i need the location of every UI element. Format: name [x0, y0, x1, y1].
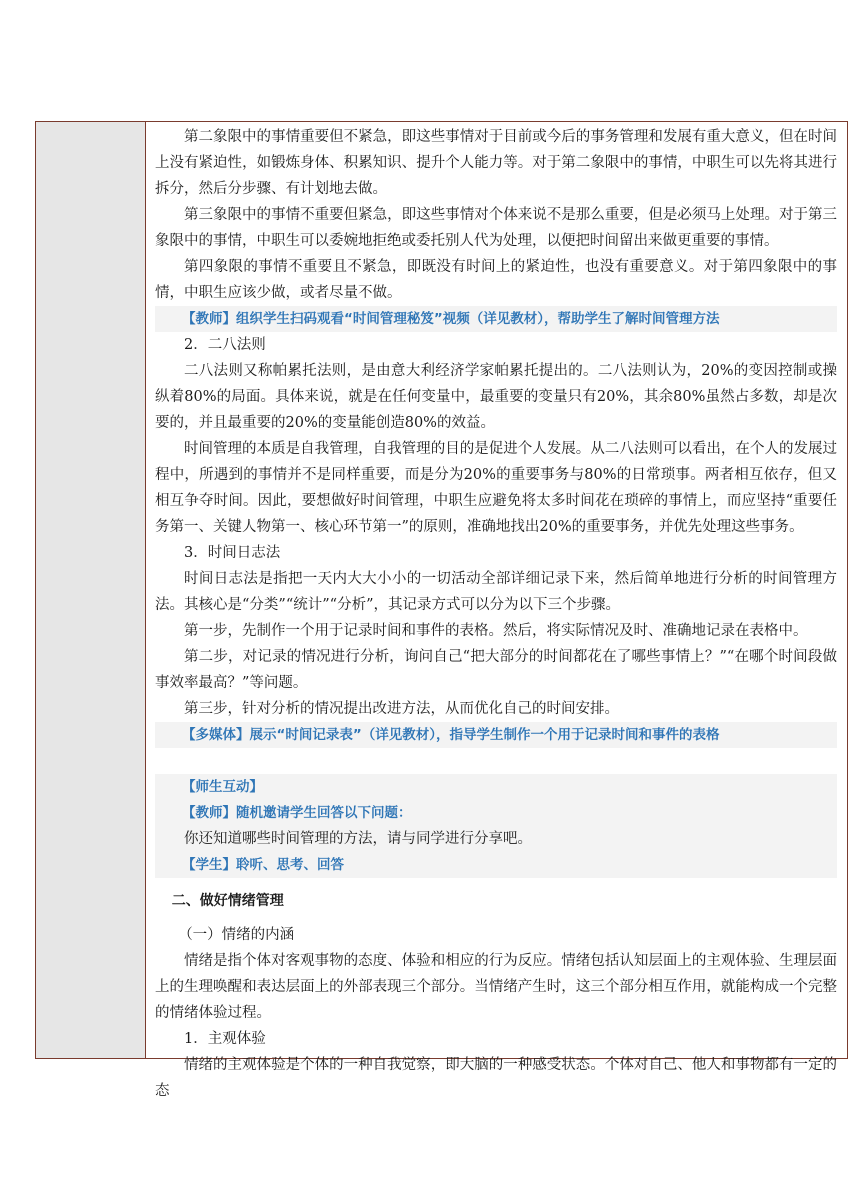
- multimedia-note: 【多媒体】展示“时间记录表”（详见教材），指导学生制作一个用于记录时间和事件的表格: [155, 722, 837, 748]
- section-heading-emotion: 二、做好情绪管理: [171, 893, 284, 909]
- paragraph-emotion: 情绪是指个体对客观事物的态度、体验和相应的行为反应。情绪包括认知层面上的主观体验、生理层面上的生理唤醒和表达层面上的外部表现三个部分。当情绪产生时，这三个部分相互作用，就能构成一个完整的情绪体验过程。: [155, 953, 837, 1021]
- interaction-question: 你还知道哪些时间管理的方法，请与同学进行分享吧。: [184, 831, 532, 847]
- paragraph-quadrant-2: 第二象限中的事情重要但不紧急，即这些事情对于目前或今后的事务管理和发展有重大意义，但在时间上没有紧迫性，如锻炼身体、积累知识、提升个人能力等。对于第二象限中的事情，中职生可以先将其进行拆分，然后分步骤、有计划地去做。: [155, 129, 837, 197]
- paragraph-step-3: 第三步，针对分析的情况提出改进方法，从而优化自己的时间安排。: [184, 701, 619, 717]
- paragraph-quadrant-4: 第四象限的事情不重要且不紧急，即既没有时间上的紧迫性，也没有重要意义。对于第四象限中的事情，中职生应该少做，或者尽量不做。: [155, 259, 837, 301]
- paragraph-pareto-2: 时间管理的本质是自我管理，自我管理的目的是促进个人发展。从二八法则可以看出，在个人的发展过程中，所遇到的事情并不是同样重要，而是分为20%的重要事务与80%的日常琐事。两者相互依存，但又相互争夺时间。因此，要想做好时间管理，中职生应避免将太多时间花在琐碎的事情上，而应坚持“重要任务第一、关键人物第一、核心环节第一”的原则，准确地找出20%的重要事务，并优先处理这些事务。: [155, 441, 837, 535]
- table-content-cell: [147, 122, 847, 1099]
- subsection-emotion-meaning: （一）情绪的内涵: [178, 927, 295, 943]
- table-left-column: [36, 122, 146, 1058]
- paragraph-subjective-experience: 情绪的主观体验是个体的一种自我觉察，即大脑的一种感受状态。个体对自己、他人和事物都有一定的态: [155, 1057, 837, 1099]
- interaction-title: 【师生互动】: [182, 779, 263, 795]
- paragraph-step-1: 第一步，先制作一个用于记录时间和事件的表格。然后，将实际情况及时、准确地记录在表格中。: [184, 623, 808, 639]
- interaction-block: [155, 774, 837, 878]
- spacer: [155, 748, 837, 774]
- paragraph-quadrant-3: 第三象限中的事情不重要但紧急，即这些事情对个体来说不是那么重要，但是必须马上处理。对于第三象限中的事情，中职生可以委婉地拒绝或委托别人代为处理，以便把时间留出来做更重要的事情。: [155, 207, 837, 249]
- heading-pareto: 2．二八法则: [184, 337, 266, 353]
- teacher-video-note: 【教师】组织学生扫码观看“时间管理秘笈”视频（详见教材），帮助学生了解时间管理方法: [155, 306, 837, 332]
- interaction-teacher: 【教师】随机邀请学生回答以下问题：: [182, 805, 412, 821]
- paragraph-time-log-1: 时间日志法是指把一天内大大小小的一切活动全部详细记录下来，然后简单地进行分析的时间管理方法。其核心是“分类”“统计”“分析”，其记录方式可以分为以下三个步骤。: [155, 571, 837, 613]
- lesson-table: [35, 121, 848, 1099]
- heading-time-log: 3．时间日志法: [184, 545, 281, 561]
- interaction-student: 【学生】聆听、思考、回答: [182, 857, 344, 873]
- heading-subjective-experience: 1．主观体验: [184, 1031, 266, 1047]
- paragraph-pareto-1: 二八法则又称帕累托法则，是由意大利经济学家帕累托提出的。二八法则认为，20%的变因控制或操纵着80%的局面。具体来说，就是在任何变量中，最重要的变量只有20%，其余80%虽然占多数，却是次要的，并且最重要的20%的变量能创造80%的效益。: [155, 363, 837, 431]
- paragraph-step-2: 第二步，对记录的情况进行分析，询问自己“把大部分的时间都花在了哪些事情上？”“在哪个时间段做事效率最高？”等问题。: [155, 649, 837, 691]
